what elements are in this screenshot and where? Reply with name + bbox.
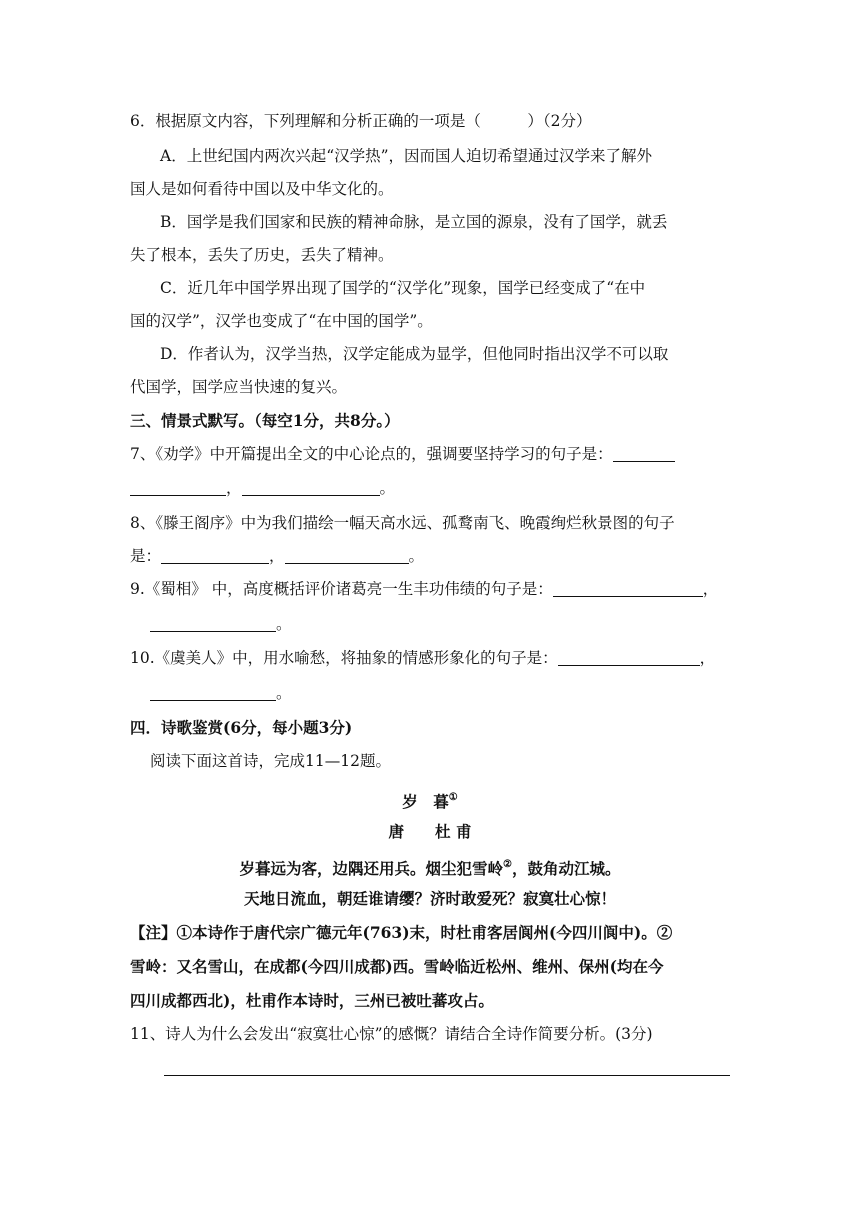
question-11: 11、诗人为什么会发出“寂寞壮心惊”的感慨？请结合全诗作简要分析。(3分) [130, 1025, 653, 1043]
period: 。 [276, 615, 292, 633]
option-b-line-1: B．国学是我们国家和民族的精神命脉，是立国的源泉，没有了国学，就丢 [160, 213, 668, 231]
answer-blank[interactable] [242, 479, 380, 496]
poem-note-line-2: 雪岭：又名雪山，在成都(今四川成都)西。雪岭临近松州、维州、保州(均在今 [130, 957, 664, 976]
answer-blank[interactable] [150, 615, 276, 632]
question-10 [130, 647, 715, 669]
question-9-text: 9.《蜀相》 中，高度概括评价诸葛亮一生丰功伟绩的句子是： [130, 580, 553, 598]
question-8-line-1: 8、《滕王阁序》中为我们描绘一幅天高水远、孤鹜南飞、晚霞绚烂秋景图的句子 [130, 514, 675, 532]
answer-blank[interactable] [130, 479, 226, 496]
poem-title-text: 岁 暮 [402, 792, 449, 811]
option-a-line-1: A．上世纪国内两次兴起“汉学热”，因而国人迫切希望通过汉学来了解外 [160, 147, 653, 165]
option-d-line-1: D．作者认为，汉学当热，汉学定能成为显学，但他同时指出汉学不可以取 [160, 345, 669, 363]
answer-blank[interactable] [150, 684, 276, 701]
question-7-blanks [130, 477, 395, 499]
poem-note-line-3: 四川成都西北)，杜甫作本诗时，三州已被吐蕃攻占。 [130, 991, 494, 1010]
option-d-line-2: 代国学，国学应当快速的复兴。 [130, 378, 348, 396]
option-a-line-2: 国人是如何看待中国以及中华文化的。 [130, 180, 394, 198]
question-10-text: 10.《虞美人》中，用水喻愁，将抽象的情感形象化的句子是： [130, 649, 558, 667]
question-9-blank-line [150, 613, 292, 635]
question-9 [130, 578, 718, 600]
question-6-stem: 6．根据原文内容，下列理解和分析正确的一项是（ ）（2分） [130, 112, 592, 130]
poem-line-2: 天地日流血，朝廷谁请缨？济时敢爱死？寂寞壮心惊！ [243, 889, 616, 908]
option-c-line-1: C．近几年中国学界出现了国学的“汉学化”现象，国学已经变成了“在中 [160, 279, 646, 297]
comma: ， [269, 547, 285, 565]
poem-line-1-part-b: ，鼓角动江城。 [511, 859, 621, 878]
poem-intro: 阅读下面这首诗，完成11—12题。 [150, 752, 391, 770]
poem-title [0, 787, 860, 813]
footnote-marker: ① [448, 792, 458, 803]
question-10-blank-line [150, 682, 292, 704]
poem-note-line-1: 【注】①本诗作于唐代宗广德元年(763)末，时杜甫客居阆州(今四川阆中)。② [130, 923, 673, 942]
poem-author: 唐 杜 甫 [388, 822, 472, 841]
section-4-heading: 四．诗歌鉴赏(6分，每小题3分) [130, 718, 353, 737]
answer-blank[interactable] [285, 547, 409, 564]
question-7-text: 7、《劝学》中开篇提出全文的中心论点的，强调要坚持学习的句子是： [130, 445, 613, 463]
period: 。 [408, 547, 425, 565]
answer-blank[interactable] [553, 580, 703, 597]
period: 。 [276, 684, 292, 702]
poem-line-1 [0, 854, 860, 880]
comma: ， [699, 649, 716, 667]
answer-blank[interactable] [558, 649, 700, 666]
period: 。 [379, 479, 396, 497]
option-c-line-2: 国的汉学”，汉学也变成了“在中国的国学”。 [130, 312, 433, 330]
comma: ， [226, 479, 242, 497]
answer-blank[interactable] [161, 547, 269, 564]
footnote-marker: ② [503, 859, 512, 870]
question-8-text: 是： [130, 547, 162, 565]
answer-blank[interactable] [613, 445, 675, 462]
poem-line-1-part-a: 岁暮远为客，边隅还用兵。烟尘犯雪岭 [239, 859, 504, 878]
comma: ， [702, 580, 719, 598]
question-8-line-2 [130, 545, 424, 567]
question-7 [130, 443, 675, 465]
answer-line[interactable] [164, 1075, 730, 1076]
section-3-heading: 三、情景式默写。（每空1分，共8分。） [130, 411, 400, 430]
option-b-line-2: 失了根本，丢失了历史，丢失了精神。 [130, 246, 394, 264]
